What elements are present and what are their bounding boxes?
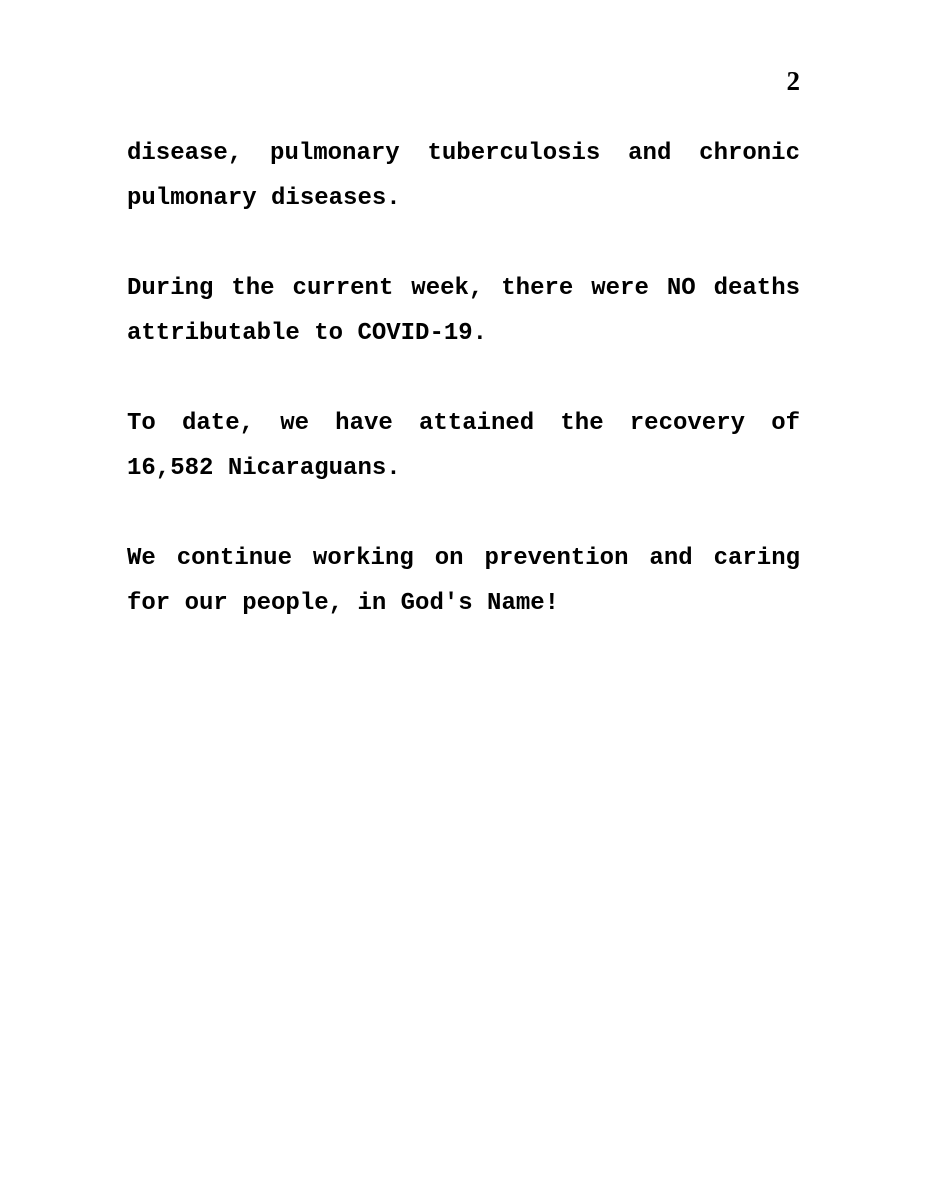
document-body [127,131,800,626]
body-paragraph: To date, we have attained the recovery of 16,582 Nicaraguans. [127,410,800,482]
page-number: 2 [786,66,800,96]
body-paragraph: We continue working on prevention and caring for our people, in God's Name! [127,545,800,617]
body-paragraph: During the current week, there were NO deaths attributable to COVID-19. [127,275,800,347]
body-paragraph: disease, pulmonary tuberculosis and chronic pulmonary diseases. [127,140,800,212]
